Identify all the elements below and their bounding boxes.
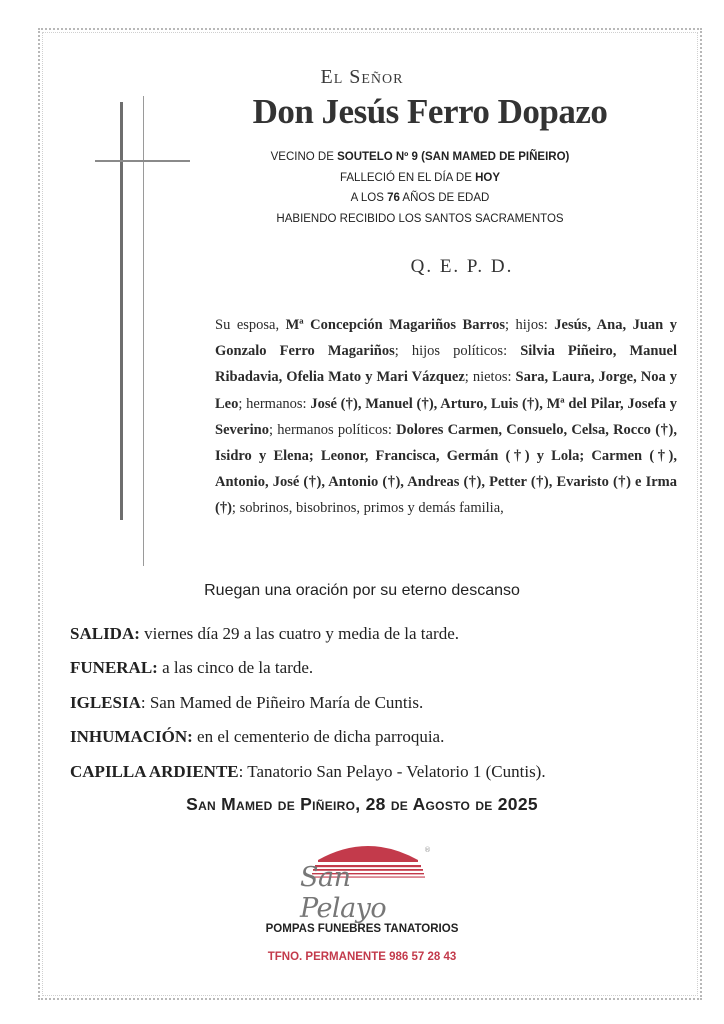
logo-wordmark: San Pelayo — [300, 862, 387, 924]
company-tagline: POMPAS FUNEBRES TANATORIOS — [265, 923, 459, 935]
family-paragraph: Su esposa, Mª Concepción Magariños Barros; hijos: Jesús, Ana, Juan y Gonzalo Ferro Magariños; hijos políticos: Silvia Piñeiro, Manuel Ribadavia, Ofelia Mato y Mari Vázquez; nietos: Sara, Laura, Jorge, Noa y Leo; hermanos: José (†), Manuel (†), Arturo, Luis (†), Mª del Pilar, Josefa y Severino; hermanos políticos: Dolores Carmen, Consuelo, Celsa, Rocco (†), Isidro y Elena; Leonor, Francisca, Germán (†) y Lola; Carmen (†), Antonio, José (†), Antonio (†), Andreas (†), Petter (†), Evaristo (†) e Irma (†); sobrinos, bisobrinos, primos y demás familia, — [215, 317, 678, 517]
detail-capilla: CAPILLA ARDIENTE: Tanatorio San Pelayo - Velatorio 1 (Cuntis). — [70, 761, 546, 781]
detail-salida: SALIDA: viernes día 29 a las cuatro y media de la tarde. — [70, 624, 459, 643]
detail-funeral: FUNERAL: a las cinco de la tarde. — [70, 658, 314, 678]
info-block — [240, 147, 600, 229]
info-line-sacraments: HABIENDO RECIBIDO LOS SANTOS SACRAMENTOS — [276, 212, 564, 225]
detail-iglesia: IGLESIA: San Mamed de Piñeiro María de Cuntis. — [70, 692, 424, 712]
registered-mark: ® — [424, 846, 431, 854]
detail-inhumacion: INHUMACIÓN: en el cementerio de dicha parroquia. — [70, 727, 445, 747]
prayer-line: Ruegan una oración por su eterno descanso — [204, 582, 520, 599]
intro-title: El Señor — [320, 66, 404, 88]
info-line-death: FALLECIÓ EN EL DÍA DE HOY — [340, 171, 500, 184]
deceased-name: Don Jesús Ferro Dopazo — [252, 92, 608, 131]
info-line-residence: VECINO DE SOUTELO Nº 9 (SAN MAMED DE PIÑEIRO) — [270, 151, 570, 163]
info-line-age: A LOS 76 AÑOS DE EDAD — [350, 192, 490, 204]
qepd: Q. E. P. D. — [410, 256, 514, 277]
service-details — [70, 622, 670, 794]
place-date: San Mamed de Piñeiro, 28 de Agosto de 2025 — [186, 794, 538, 814]
phone-line: TFNO. PERMANENTE 986 57 28 43 — [267, 951, 457, 963]
